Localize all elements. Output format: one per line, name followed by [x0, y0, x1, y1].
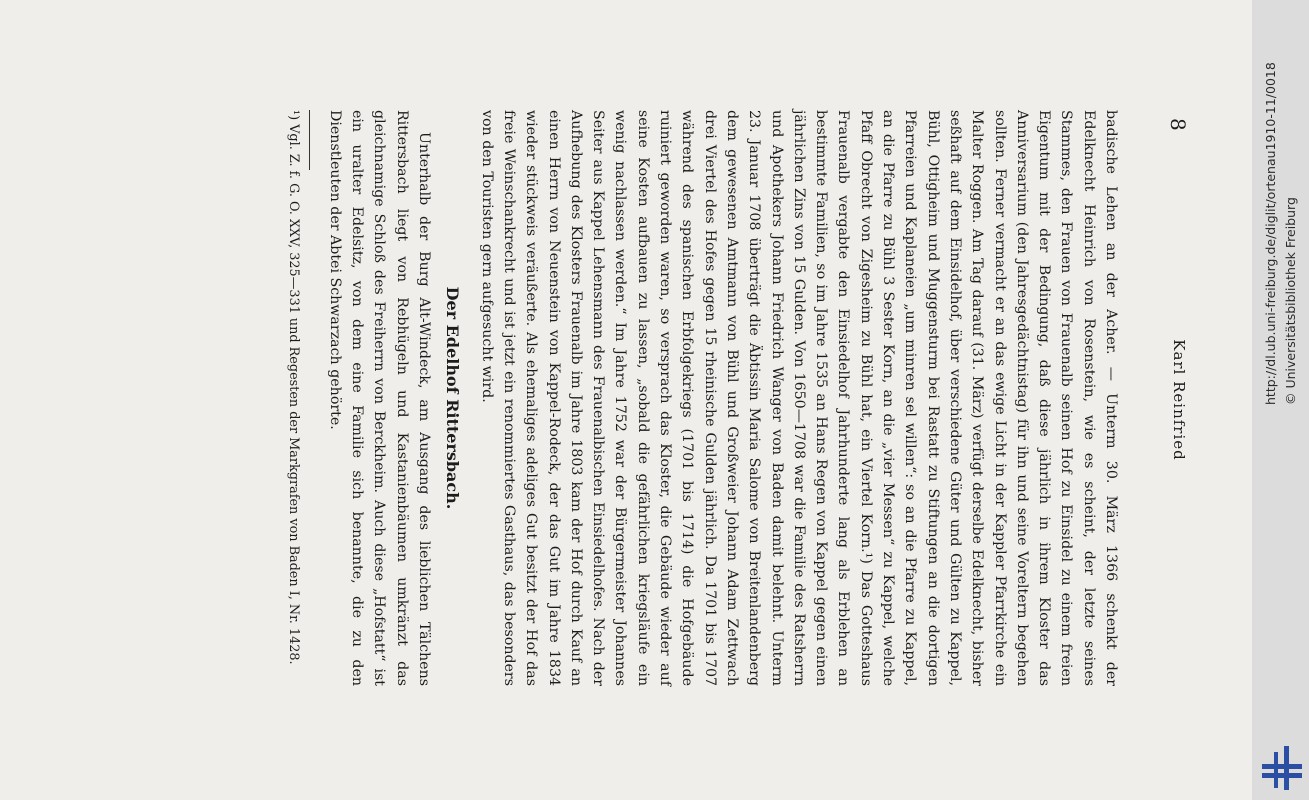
section-heading: Der Edelhof Rittersbach.	[443, 286, 463, 510]
library-logo-icon	[1262, 746, 1302, 790]
footnote: ¹) Vgl. Z. f. G. O. XXV, 325—331 und Regesten der Markgrafen von Baden I, Nr. 1428.	[285, 110, 301, 665]
body-paragraph: badische Lehen an der Acher. — Unterm 30. März 1366 schenkt der Edelknecht Heinrich von Rosenstein, wie es scheint, der letzte seines Stammes, den Frauen von Frauenalb seinen Hof zu Einsidel zu einem freien Eigentum mit der Bedingung, daß diese jährlich in ihrem Kloster das Anniversarium (den Jahresgedächtnistag) für ihn und seine Voreltern begehen sollten. Ferner vermacht er an das ewige Licht in der Kappler Pfarrkirche ein Malter Roggen. Am Tag darauf (31. März) verfügt derselbe Edelknecht, bisher seßhaft auf dem Einsidelhof, über verschiedene Güter und Gülten zu Kappel, Bühl, Ottigheim und Muggensturm bei Rastatt zu Stiftungen an die dortigen Pfarreien und Kaplaneien „um minren sel willen“: so an die Pfarre zu Kappel, an die Pfarre zu Bühl 3 Sester Korn, an die „vier Messen“ zu Kappel, welche Pfaff Obrecht von Zigesheim zu Bühl hat, ein Viertel Korn.¹) Das Gotteshaus Frauenalb vergabte den Einsiedelhof Jahrhunderte lang als Erblehen an bestimmte Familien, so im Jahre 1535 an Hans Regen von Kappel gegen einen jährlichen Zins von 15 Gulden. Von 1650—1708 war die Familie des Ratsherrn und Apothekers Johann Friedrich Wanger von Baden damit belehnt. Unterm 23. Januar 1708 überträgt die Äbtissin Maria Salome von Breitenlandenberg dem gewesenen Amtmann von Bühl und Großweier Johann Adam Zettwach drei Viertel des Hofes gegen 15 rheinische Gulden jährlich. Da 1701 bis 1707 während des spanischen Erbfolgekriegs (1701 bis 1714) die Hofgebäude ruiniert geworden waren, so versprach das Kloster, die Gebäude wieder auf seine Kosten aufbauen zu lassen, „sobald die gefährlichen kriegsläufe ein wenig nachlassen werden.“ Im Jahre 1752 war der Bürgermeister Johannes Seiter aus Kappel Lehensmann des Frauenalbischen Einsiedelhofes. Nach der Aufhebung des Klosters Frauenalb im Jahre 1803 kam der Hof durch Kauf an einen Herrn von Neuenstein von Kappel-Rodeck, der das Gut im Jahre 1834 wieder stückweis veräußerte. Als ehemaliges adeliges Gut besitzt der Hof das freie Weinschankrecht und ist jetzt ein renommiertes Gasthaus, das besonders von den Touristen gern aufgesucht wird.	[478, 110, 1119, 686]
page-number: 8	[1166, 118, 1190, 131]
library-sidebar	[1252, 0, 1309, 800]
page-body	[283, 110, 1122, 686]
source-url[interactable]: http://dl.ub.uni-freiburg.de/diglit/ortenau1910-11/0018	[1263, 62, 1278, 405]
running-head-title: Karl Reinfried	[1170, 339, 1188, 461]
running-header	[1150, 0, 1190, 800]
footnote-rule	[309, 110, 310, 170]
copyright-notice: © Universitätsbibliothek Freiburg	[1283, 197, 1298, 405]
section-paragraph: Unterhalb der Burg Alt-Windeck, am Ausgang des lieblichen Tälchens Rittersbach liegt von Rebhügeln und Kastanienbäumen umkränzt das gleichnamige Schloß des Freiherrn von Berckheim. Auch diese „Hofstatt“ ist ein uralter Edelsitz, von dem eine Familie sich benannte, die zu den Dienstleuten der Abtei Schwarzach gehörte.	[326, 110, 433, 686]
